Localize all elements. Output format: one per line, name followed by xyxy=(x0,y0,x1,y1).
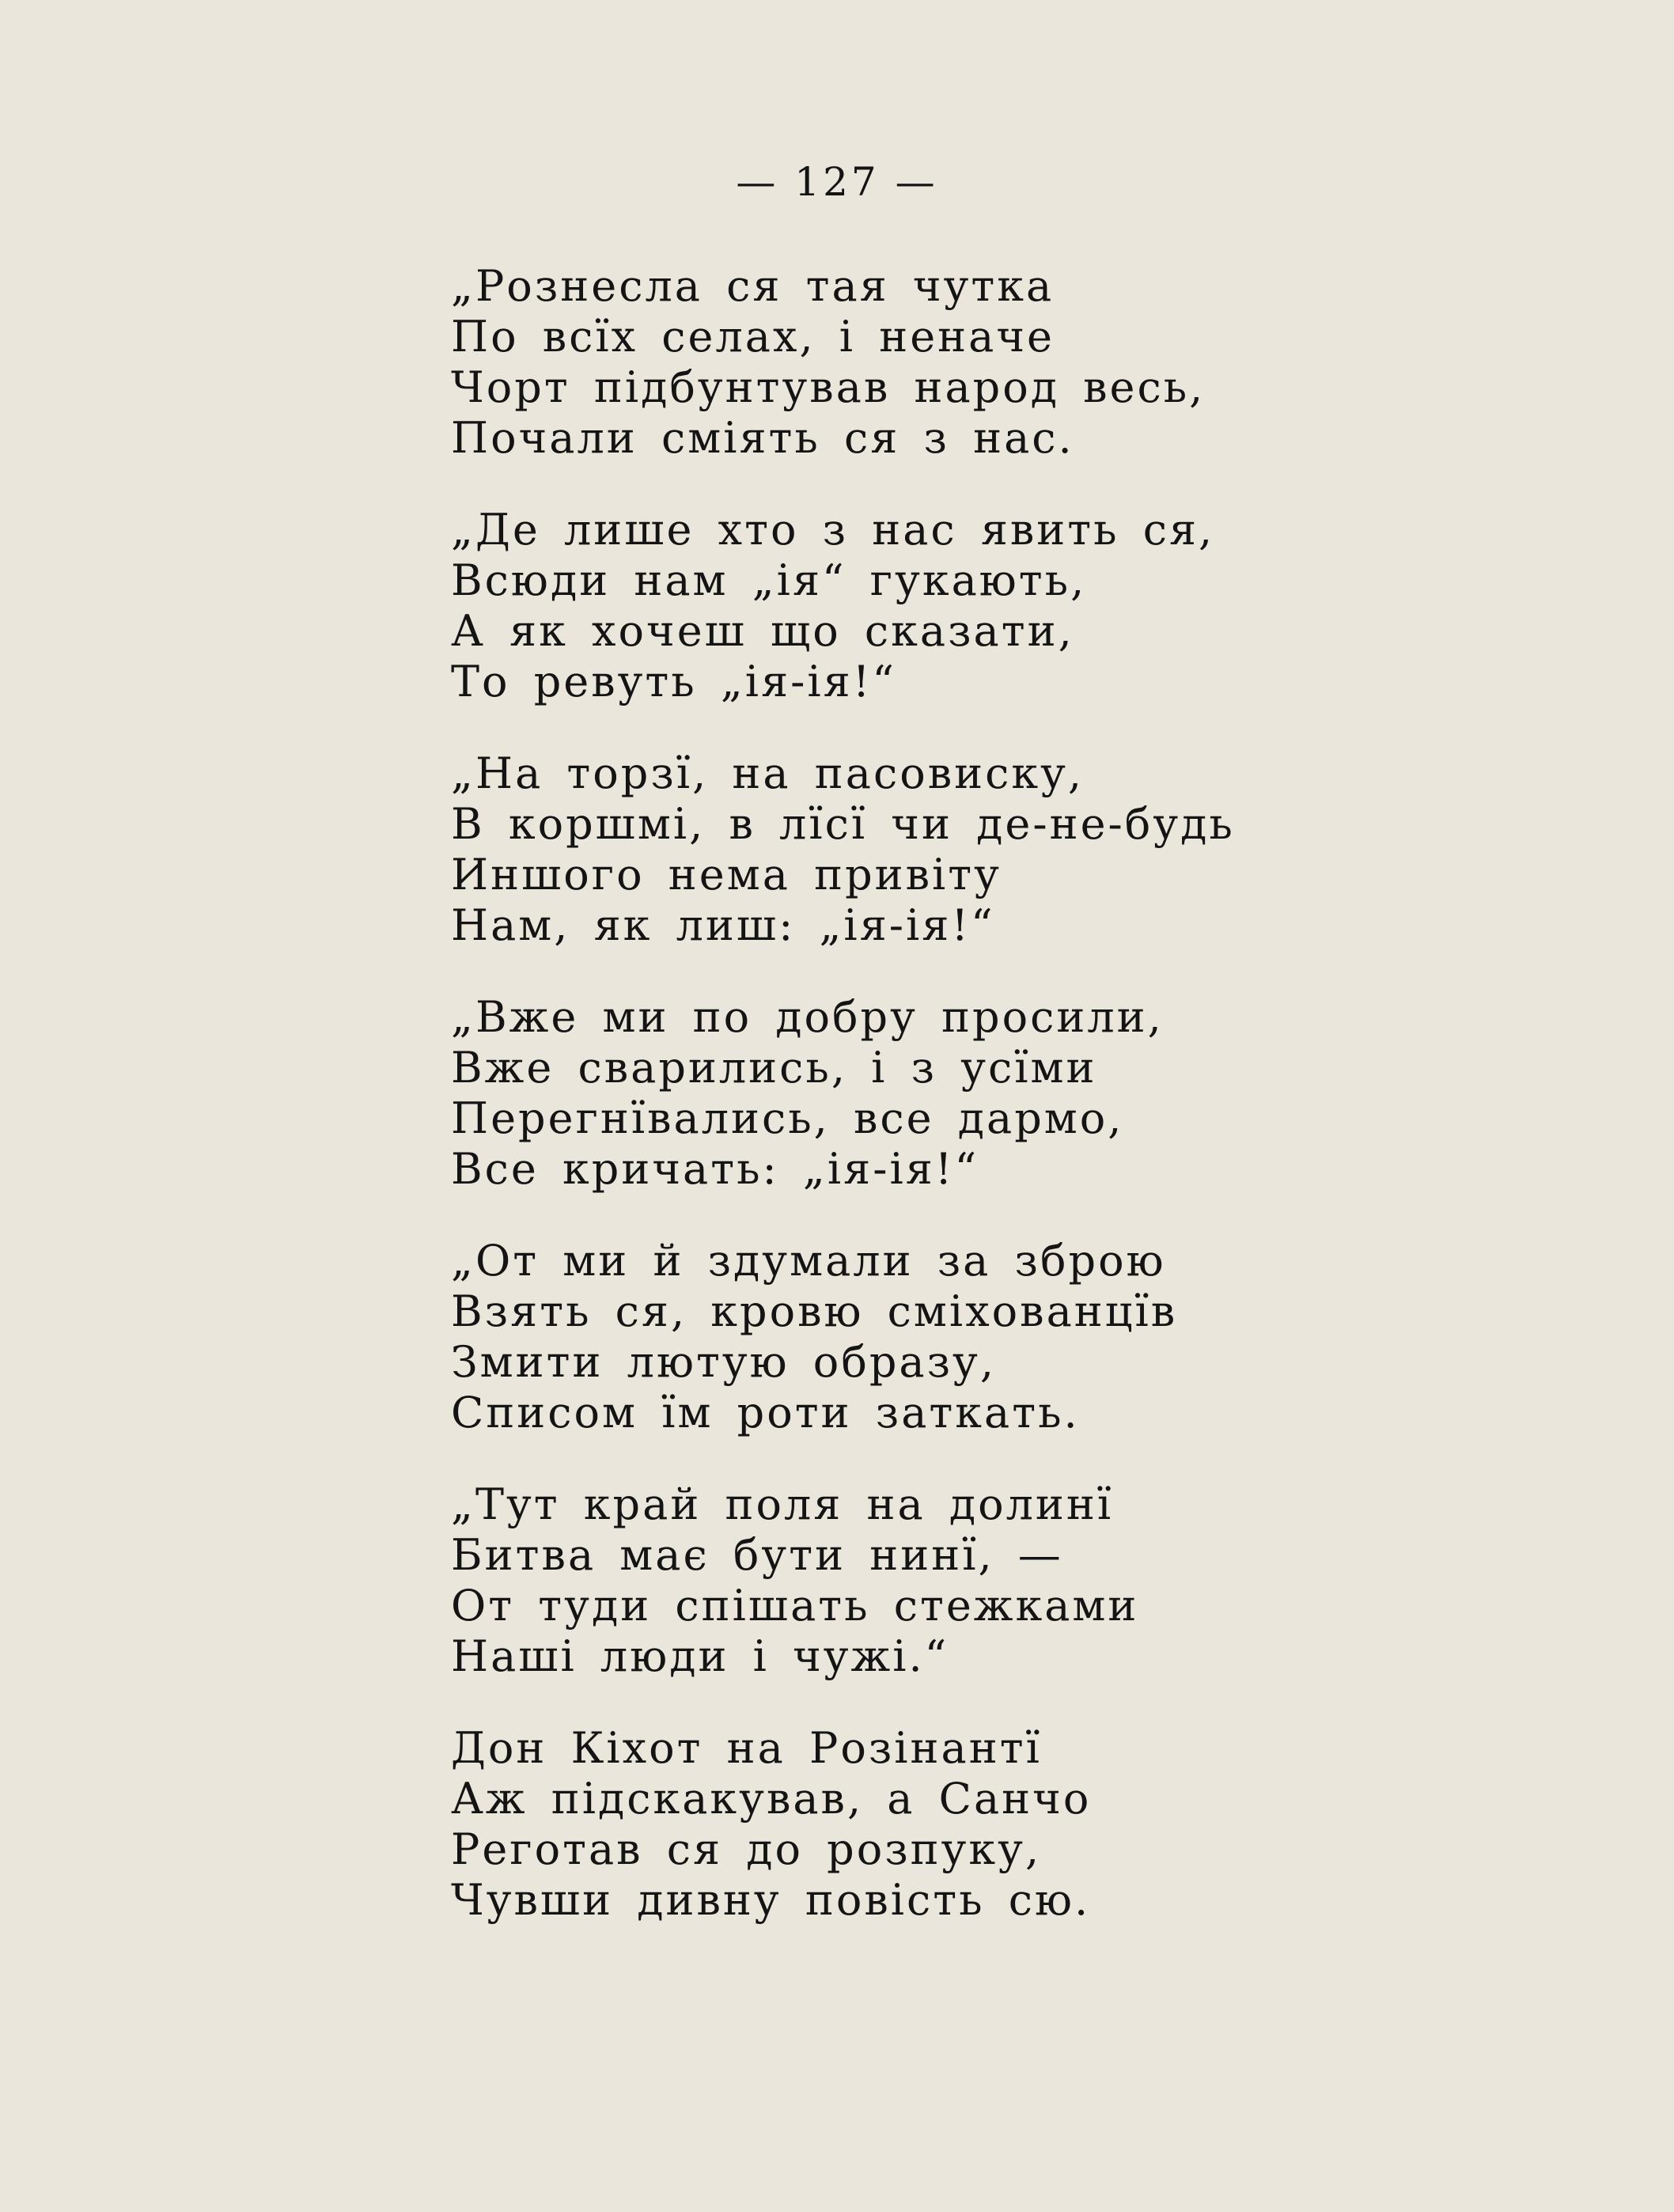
poem-line: То ревуть „ія-ія!“ xyxy=(451,657,897,706)
poem-line: Реготав ся до розпуку, xyxy=(451,1824,1042,1874)
poem-line: Нам, як лиш: „ія-ія!“ xyxy=(451,900,995,950)
stanza-2 xyxy=(451,505,1282,707)
poem-line: „От ми й здумали за зброю xyxy=(451,1236,1166,1286)
stanza-5 xyxy=(451,1236,1282,1438)
poem-line: Битва має бути нинї, — xyxy=(451,1530,1063,1580)
poem-line: Списом їм роти заткать. xyxy=(451,1388,1080,1437)
poem-line: По всїх селах, і неначе xyxy=(451,312,1055,362)
stanza-4 xyxy=(451,992,1282,1195)
poem-line: „Рознесла ся тая чутка xyxy=(451,261,1055,311)
stanza-6 xyxy=(451,1479,1282,1682)
page-number: — 127 — xyxy=(736,159,938,205)
poem-line: Дон Кіхот на Розінантї xyxy=(451,1723,1042,1773)
poem-line: Наші люди і чужі.“ xyxy=(451,1631,949,1681)
poem-line: „На торзї, на пасовиску, xyxy=(451,748,1085,798)
poem-line: Иншого нема привіту xyxy=(451,850,1002,900)
poem-line: А як хочеш що сказати, xyxy=(451,606,1074,656)
poem-line: Все кричать: „ія-ія!“ xyxy=(451,1144,979,1194)
poem-line: Вже сварились, і з усїми xyxy=(451,1043,1097,1093)
poem-line: Взять ся, кровю сміхованцїв xyxy=(451,1286,1178,1336)
poem-line: Перегнївались, все дармо, xyxy=(451,1093,1124,1143)
poem-line: Почали сміять ся з нас. xyxy=(451,413,1074,463)
poem-line: Змити лютую образу, xyxy=(451,1337,996,1387)
poem-line: Чорт підбунтував народ весь, xyxy=(451,362,1206,412)
poem-text xyxy=(451,261,1282,1967)
poem-line: „Де лише хто з нас явить ся, xyxy=(451,505,1215,555)
poem-line: Чувши дивну повість сю. xyxy=(451,1875,1091,1925)
stanza-3 xyxy=(451,748,1282,951)
poem-line: „Вже ми по добру просили, xyxy=(451,992,1164,1042)
stanza-1 xyxy=(451,261,1282,464)
poem-line: В коршмі, в лїсї чи де-не-будь xyxy=(451,799,1235,849)
stanza-7 xyxy=(451,1723,1282,1926)
poem-line: От туди спішать стежками xyxy=(451,1581,1139,1631)
poem-line: „Тут край поля на долинї xyxy=(451,1479,1114,1529)
poem-line: Аж підскакував, а Санчо xyxy=(451,1774,1092,1824)
poem-line: Всюди нам „ія“ гукають, xyxy=(451,555,1087,605)
